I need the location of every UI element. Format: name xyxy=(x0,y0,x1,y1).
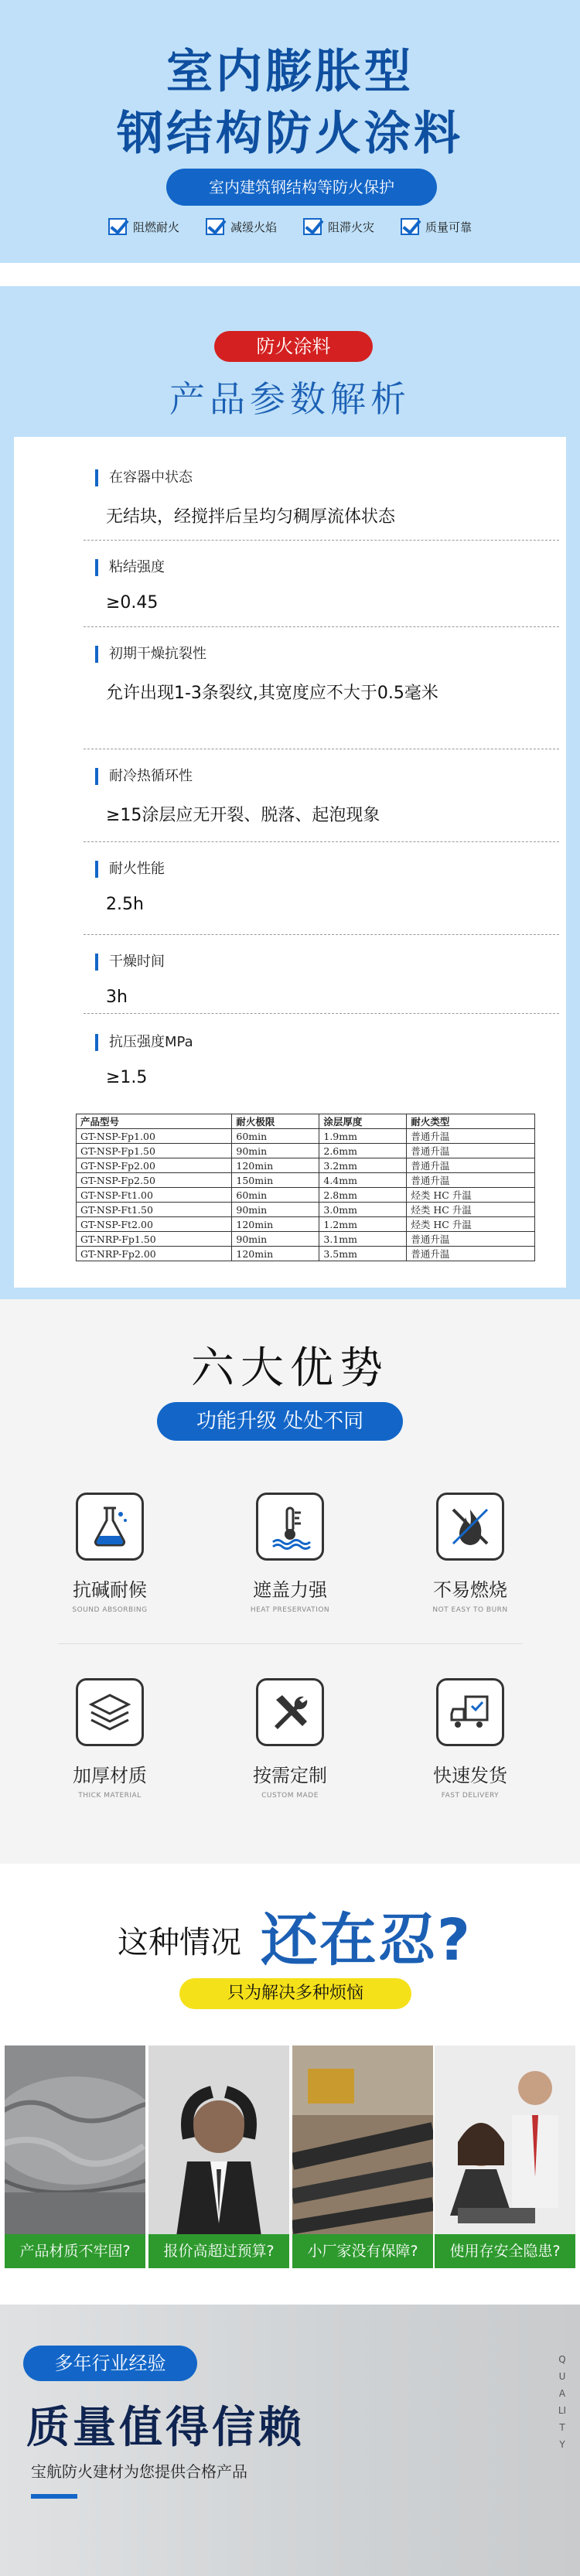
table-cell: 150min xyxy=(232,1173,319,1188)
param-item xyxy=(95,768,559,826)
divider xyxy=(84,626,559,627)
advantage-name: 抗碱耐候 xyxy=(73,1579,147,1601)
advantage-name: 快速发货 xyxy=(433,1765,507,1786)
table-cell: 120min xyxy=(232,1158,319,1173)
table-header: 耐火类型 xyxy=(407,1114,535,1129)
table-cell: GT-NSP-Fp2.00 xyxy=(77,1158,232,1173)
feature-label: 质量可靠 xyxy=(425,220,473,234)
table-row xyxy=(77,1188,535,1203)
trust-pill: 多年行业经验 xyxy=(23,2346,197,2381)
feature-item xyxy=(401,218,472,235)
table-row xyxy=(77,1232,535,1247)
table-cell: 1.2mm xyxy=(319,1217,407,1232)
param-value: 2.5h xyxy=(106,895,144,914)
advantage-item xyxy=(393,1493,548,1614)
table-header: 涂层厚度 xyxy=(319,1114,407,1129)
table-row xyxy=(77,1144,535,1158)
divider xyxy=(84,841,559,842)
checkbox-icon xyxy=(303,218,322,235)
table-cell: 3.1mm xyxy=(319,1232,407,1247)
trust-subtitle: 宝航防火建材为您提供合格产品 xyxy=(31,2462,247,2481)
param-item xyxy=(95,1034,559,1087)
advantage-item xyxy=(32,1493,187,1614)
table-cell: 90min xyxy=(232,1144,319,1158)
no-fire-icon xyxy=(436,1493,504,1561)
param-label: 在容器中状态 xyxy=(95,469,559,486)
table-cell: 4.4mm xyxy=(319,1173,407,1188)
spec-table xyxy=(76,1114,535,1261)
param-item xyxy=(95,559,559,612)
flask-icon xyxy=(76,1493,144,1561)
advantage-name: 按需定制 xyxy=(253,1765,327,1786)
params-badge: 防火涂料 xyxy=(214,331,373,362)
table-cell: 烃类 HC 升温 xyxy=(407,1203,535,1217)
hero-feature-list xyxy=(0,218,580,235)
table-cell: GT-NSP-Ft1.00 xyxy=(77,1188,232,1203)
table-cell: GT-NSP-Fp1.00 xyxy=(77,1129,232,1144)
hero-subtitle-pill: 室内建筑钢结构等防火保护 xyxy=(166,169,437,206)
photo-caption: 报价高超过预算? xyxy=(148,2234,289,2268)
param-item xyxy=(95,861,559,914)
table-cell: 90min xyxy=(232,1232,319,1247)
advantage-name: 不易燃烧 xyxy=(433,1579,507,1601)
hero-title-line2: 钢结构防火涂料 xyxy=(117,107,463,161)
table-cell: 90min xyxy=(232,1203,319,1217)
accent-bar xyxy=(31,2494,77,2499)
table-cell: GT-NSP-Fp2.50 xyxy=(77,1173,232,1188)
hero-banner xyxy=(0,0,580,263)
advantage-item xyxy=(213,1678,367,1800)
advantages-pill: 功能升级 处处不同 xyxy=(157,1402,403,1441)
advantage-name: 加厚材质 xyxy=(73,1765,147,1786)
table-cell: 烃类 HC 升温 xyxy=(407,1217,535,1232)
stressed-man-photo xyxy=(148,2045,289,2268)
table-header: 耐火极限 xyxy=(232,1114,319,1129)
advantage-en: NOT EASY TO BURN xyxy=(432,1606,508,1614)
table-cell: 普通升温 xyxy=(407,1173,535,1188)
table-cell: 60min xyxy=(232,1188,319,1203)
table-cell: 2.6mm xyxy=(319,1144,407,1158)
advantage-name: 遮盖力强 xyxy=(253,1579,327,1601)
advantages-title: 六大优势 xyxy=(191,1343,389,1394)
trust-section xyxy=(0,2305,580,2576)
advantage-en: SOUND ABSORBING xyxy=(72,1606,148,1614)
advantage-item xyxy=(393,1678,548,1800)
feature-label: 减缓火焰 xyxy=(230,220,277,234)
pipes-photo xyxy=(292,2045,433,2268)
param-item xyxy=(95,954,559,1007)
table-cell: 3.0mm xyxy=(319,1203,407,1217)
param-label: 耐冷热循环性 xyxy=(95,768,559,785)
table-header: 产品型号 xyxy=(77,1114,232,1129)
table-cell: GT-NRP-Fp2.00 xyxy=(77,1247,232,1261)
table-cell: GT-NSP-Ft2.00 xyxy=(77,1217,232,1232)
params-title: 产品参数解析 xyxy=(169,378,411,420)
advantage-item xyxy=(213,1493,367,1614)
param-value: 无结块，经搅拌后呈均匀稠厚流体状态 xyxy=(106,507,396,527)
truck-icon xyxy=(436,1678,504,1746)
divider xyxy=(84,934,559,935)
pain-points-section xyxy=(0,1864,580,2305)
param-value: ≥0.45 xyxy=(106,593,159,612)
paint-texture-photo xyxy=(5,2045,145,2268)
vertical-watermark-text: QUALITY xyxy=(558,2354,567,2450)
feature-item xyxy=(303,218,374,235)
table-cell: 120min xyxy=(232,1247,319,1261)
photo-caption: 产品材质不牢固? xyxy=(5,2234,145,2268)
table-cell: GT-NRP-Fp1.50 xyxy=(77,1232,232,1247)
checkbox-icon xyxy=(401,218,419,235)
pain-question-emphasis: 还在忍? xyxy=(261,1907,472,1974)
param-label: 初期干燥抗裂性 xyxy=(95,646,559,663)
checkbox-icon xyxy=(206,218,224,235)
feature-item xyxy=(206,218,277,235)
table-cell: 2.8mm xyxy=(319,1188,407,1203)
table-cell: 60min xyxy=(232,1129,319,1144)
param-value: 允许出现1-3条裂纹,其宽度应不大于0.5毫米 xyxy=(106,684,438,703)
feature-label: 阻燃耐火 xyxy=(132,220,179,234)
tools-icon xyxy=(256,1678,324,1746)
param-label: 耐火性能 xyxy=(95,861,559,878)
table-cell: 普通升温 xyxy=(407,1247,535,1261)
worried-woman-photo xyxy=(435,2045,575,2268)
table-cell: GT-NSP-Fp1.50 xyxy=(77,1144,232,1158)
table-row xyxy=(77,1247,535,1261)
table-cell: GT-NSP-Ft1.50 xyxy=(77,1203,232,1217)
advantages-section xyxy=(0,1299,580,1864)
param-label: 干燥时间 xyxy=(95,954,559,971)
checkbox-icon xyxy=(108,218,127,235)
params-section xyxy=(0,286,580,1299)
table-row xyxy=(77,1129,535,1144)
table-cell: 烃类 HC 升温 xyxy=(407,1188,535,1203)
advantage-en: FAST DELIVERY xyxy=(441,1792,500,1800)
param-value: ≥1.5 xyxy=(106,1068,148,1087)
table-cell: 普通升温 xyxy=(407,1232,535,1247)
table-cell: 普通升温 xyxy=(407,1144,535,1158)
param-value: ≥15涂层应无开裂、脱落、起泡现象 xyxy=(106,806,380,825)
param-item xyxy=(95,469,559,527)
param-label: 粘结强度 xyxy=(95,559,559,576)
divider xyxy=(58,1643,522,1644)
hero-title-line1: 室内膨胀型 xyxy=(166,45,414,99)
divider xyxy=(84,540,559,541)
trust-title: 质量值得信赖 xyxy=(26,2403,305,2453)
advantage-en: HEAT PRESERVATION xyxy=(250,1606,330,1614)
table-row xyxy=(77,1203,535,1217)
photo-caption: 小厂家没有保障? xyxy=(292,2234,433,2268)
feature-item xyxy=(108,218,179,235)
divider xyxy=(84,1013,559,1014)
advantage-en: CUSTOM MADE xyxy=(261,1792,319,1800)
param-value: 3h xyxy=(106,988,128,1007)
pain-pill: 只为解决多种烦恼 xyxy=(179,1978,411,2009)
table-cell: 3.5mm xyxy=(319,1247,407,1261)
table-row xyxy=(77,1173,535,1188)
advantage-en: THICK MATERIAL xyxy=(78,1792,142,1800)
pain-question-lead: 这种情况 xyxy=(118,1925,241,1960)
feature-label: 阻滞火灾 xyxy=(328,220,375,234)
table-cell: 3.2mm xyxy=(319,1158,407,1173)
advantage-item xyxy=(32,1678,187,1800)
photo-caption: 使用存安全隐患? xyxy=(435,2234,575,2268)
table-cell: 120min xyxy=(232,1217,319,1232)
table-row xyxy=(77,1217,535,1232)
table-header-row xyxy=(77,1114,535,1129)
param-item xyxy=(95,646,559,704)
table-cell: 普通升温 xyxy=(407,1129,535,1144)
table-cell: 1.9mm xyxy=(319,1129,407,1144)
table-cell: 普通升温 xyxy=(407,1158,535,1173)
table-row xyxy=(77,1158,535,1173)
thermometer-icon xyxy=(256,1493,324,1561)
param-label: 抗压强度MPa xyxy=(95,1034,559,1051)
layers-icon xyxy=(76,1678,144,1746)
